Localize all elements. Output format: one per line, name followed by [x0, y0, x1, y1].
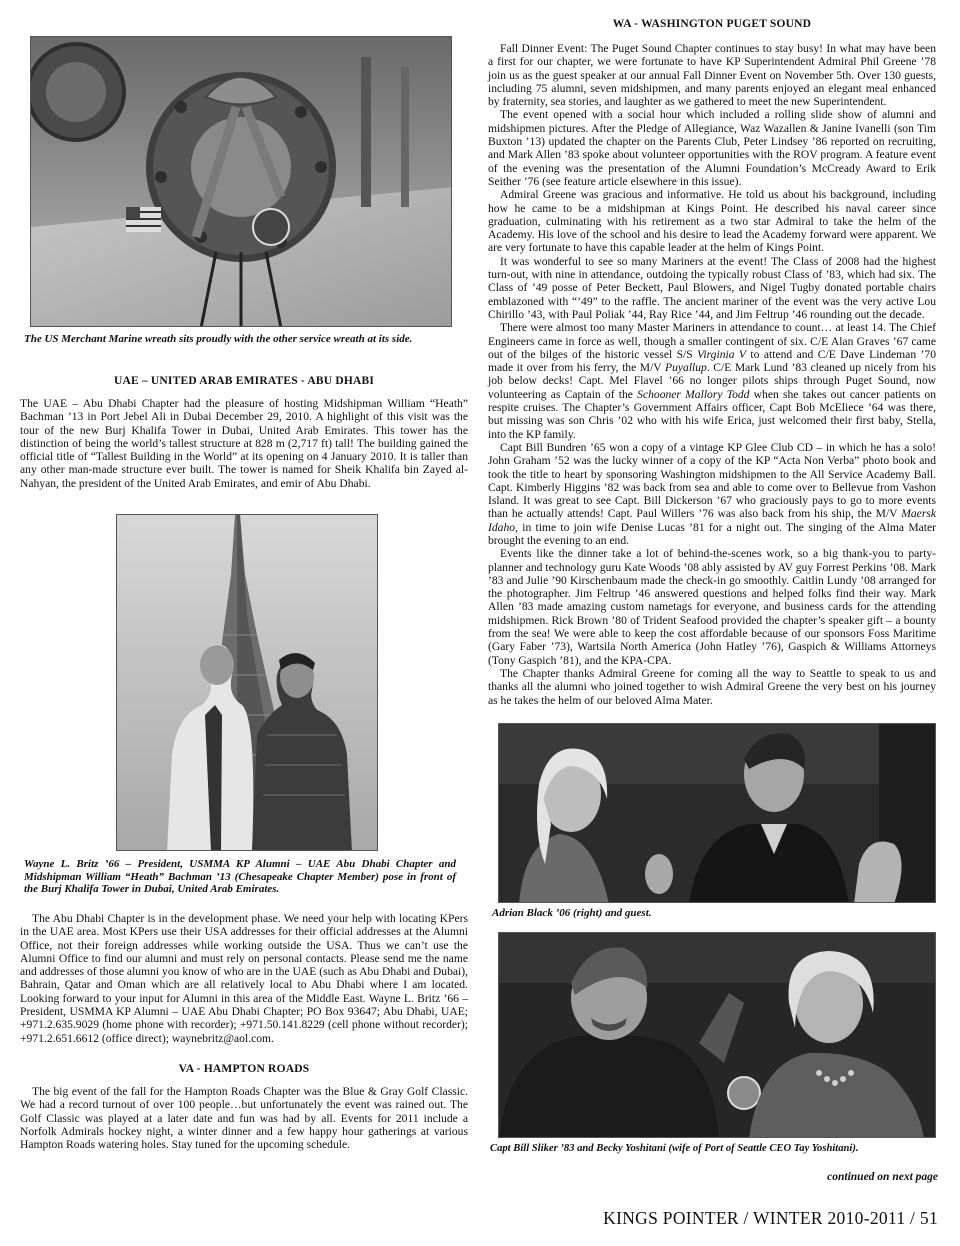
wa-article-body — [488, 42, 936, 707]
ship-name-mallory-todd: Schooner Mallory Todd — [637, 387, 750, 401]
wa-p5-b: to attend and C/E Dave Lindeman ’70 made it over from his ferry, the M/V — [488, 347, 936, 375]
wa-paragraph-7: Events like the dinner take a lot of behind-the-scenes work, so a big thank-you to party-planner and technology guru Kate Woods ’08 ably assisted by AV guy Forrest Perkins ’08. Mark ’83 and Julie ’90 Kirschenbaum made the check-in go smoothly. Caitlin Lundy ’08 arranged for the photographer. Jim Feltrup ’46 answered questions and helped folks find their way. Mark Allen ’83 made amazing custom nametags for everyone, and business cards for the attending midshipmen. Rick Brown ’80 of Trident Seafood provided the chapter’s speaker gift – a bounty from the sea! We were able to keep the cost affordable because of our sponsors Foss Maritime (Gary Faber ’73), Wartsila North America (John Hatley ’76), Gaspich & Williams Attorneys (Tony Gaspich ’81), and the KPA-CPA. — [488, 547, 936, 667]
burj-khalifa-photo — [116, 514, 378, 851]
burj-khalifa-illustration — [117, 515, 378, 851]
wreath-illustration — [31, 37, 452, 327]
adrian-black-photo — [498, 723, 936, 903]
wa-p6-a: Capt Bill Bundren ’65 won a copy of a vintage KP Glee Club CD – in which he has a solo! John Graham ’52 was the lucky winner of a copy of the KP “Acta Non Verba” photo book and took the title to heart by sponsoring Washington midshipmen to the All Service Academy Ball. Capt. Kimberly Higgins ’82 was back from sea and able to come over to Bellevue from Vashon Island. It was great to see Capt. Bill Dickerson ’67 who graciously pays to go to more events than he actually attends! Capt. Paul Willers ’76 was also back from his ship, the M/V — [488, 440, 936, 521]
wreath-photo-caption: The US Merchant Marine wreath sits proudly with the other service wreath at its side. — [24, 333, 413, 345]
wa-paragraph-4: It was wonderful to see so many Mariners at the event! The Class of 2008 had the highest turn-out, with nine in attendance, outdoing the typically robust Class of ’83, which had six. The Class of ’49 posse of Peter Beckett, Paul Blowers, and Nigel Tugby donated portable chairs emblazoned with “’49” to the raffle. The ancient mariner of the event was the very active Lou Chirillo ’43, with Paul Poliak ’44, Ray Rice ’44, and Jim Feltrup ’46 rounding out the decade. — [488, 254, 936, 321]
wa-paragraph-8: The Chapter thanks Admiral Greene for coming all the way to Seattle to speak to us and thanks all the alumni who joined together to wish Admiral Greene the very best on his journey as he takes the helm of our beloved Alma Mater. — [488, 666, 936, 707]
wa-p6-b: , in time to join wife Denise Lucas ’81 for a night out. The singing of the Alma Mater brought the evening to an end. — [488, 520, 936, 547]
wa-paragraph-3: Admiral Greene was gracious and informative. He told us about his background, including how he came to be a midshipman at Kings Point. He described his naval career since graduation, culminating with his retirement as a two star Admiral to take the helm of the Academy. His love of the school and his desire to lead the Academy forward were apparent. We are very fortunate to have this capable leader at the helm of Kings Point. — [488, 188, 936, 255]
wa-heading: WA - WASHINGTON PUGET SOUND — [612, 18, 812, 30]
sliker-photo — [498, 932, 936, 1138]
va-paragraph-1: The big event of the fall for the Hampton Roads Chapter was the Blue & Gray Golf Classic. We had a record turnout of over 100 people…but unfortunately the event was rained out. The Golf Classic was played at a later date and fun was had by all. Events for 2011 include a Norfolk Admirals hockey night, a winter dinner and a few happy hour gatherings at various Hampton Roads watering holes. Stay tuned for the upcoming schedule. — [20, 1085, 468, 1152]
burj-photo-caption: Wayne L. Britz ’66 – President, USMMA KP Alumni – UAE Abu Dhabi Chapter and Midshipman William “Heath” Bachman ’13 (Chesapeake Chapter Member) pose in front of the Burj Khalifa Tower in Dubai, United Arab Emirates. — [24, 858, 456, 895]
adrian-photo-caption: Adrian Black ’06 (right) and guest. — [492, 907, 652, 919]
wa-p5-d: when she takes out cancer patients on respite cruises. The Chapter’s Government Affairs officer, Capt Bob McEliece ’64 was there, but missing was son Chris ’02 who with his wife Erica, just welcomed their first baby, Stella, into the KP family. — [488, 387, 936, 441]
uae-paragraph-1: The UAE – Abu Dhabi Chapter had the pleasure of hosting Midshipman William “Heath” Bachman ’13 in Port Jebel Ali in Dubai December 29, 2010. A highlight of this visit was the tour of the new Burj Khalifa Tower in Dubai, United Arab Emirates. This tower has the distinction of being the world’s tallest structure at 828 m (2,717 ft) tall! The building gained the official title of “Tallest Building in the World” at its opening on 4 January 2010. It is taller than any other man-made structure ever built. The tower is named for Sheik Khalifa bin Zayed al-Nahyan, the president of the United Arab Emirates, and emir of Abu Dhabi. — [20, 397, 468, 490]
sliker-photo-caption: Capt Bill Sliker ’83 and Becky Yoshitani (wife of Port of Seattle CEO Tay Yoshitani). — [490, 1143, 859, 1154]
ship-name-virginia: Virginia V — [697, 347, 747, 361]
wa-paragraph-1: Fall Dinner Event: The Puget Sound Chapter continues to stay busy! In what may have been a first for our chapter, we were fortunate to have KP Superintendent Admiral Phil Greene ’78 join us as the guest speaker at our annual Fall Dinner Event on November 5th. Over 130 guests, including 75 alumni, seven midshipmen, and many parents enjoyed an elegant meal enhanced by fraternity, sea stories, and laughter as we gathered to meet the new Superintendent. — [488, 42, 936, 109]
wa-p5-a: There were almost too many Master Mariners in attendance to count… at least 14. The Chief Engineers came in force as well, though a smaller contingent of six. C/E Alan Graves ’67 came out of the bilges of the historic vessel S/S — [488, 321, 936, 361]
uae-heading: UAE – UNITED ARAB EMIRATES - ABU DHABI — [113, 375, 375, 387]
adrian-black-illustration — [499, 724, 936, 903]
va-heading: VA - HAMPTON ROADS — [178, 1063, 310, 1075]
uae-paragraph-2: The Abu Dhabi Chapter is in the development phase. We need your help with locating KPers in the UAE area. Most KPers use their USA addresses for their official addresses at the Alumni Office, not their foreign addresses while working outside the USA. Thus we can’t use the Alumni Office to find our alumni and must rely on personal contacts. Please send me the name and addresses of those alumni you know of who are in the UAE (such as Abu Dhabi and Dubai), Bahrain, Qatar and Oman which are all relatively local to Abu Dhabi where I am located. Looking forward to your input for Alumni in this area of the Middle East. Wayne L. Britz ’66 – President, USMMA KP Alumni – UAE Abu Dhabi Chapter; PO Box 93647; Abu Dhabi, UAE; +971.2.635.9029 (home phone with recorder); +971.50.141.8229 (cell phone without recorder); +971.2.651.6612 (office direct); waynebritz@aol.com. — [20, 912, 468, 1045]
wreath-photo — [30, 36, 452, 327]
wa-paragraph-5 — [488, 321, 936, 441]
wa-paragraph-6 — [488, 441, 936, 547]
ship-name-puyallup: Puyallup — [665, 361, 707, 375]
wa-paragraph-2: The event opened with a social hour which included a rolling slide show of alumni and midshipmen pictures. After the Pledge of Allegiance, Waz Wazallen & Janine Ivanelli (son Tim Buxton ’13) updated the chapter on the Parents Club, Peter Lindsey ’86 reported on recruiting, and Mark Allen ’83 spoke about volunteer opportunities with the ROV program. A feature event of the evening was the presentation of the Alumni Foundation’s McCready Award to Erik Seither ’76 (see feature article elsewhere in this issue). — [488, 108, 936, 188]
wa-p5-c: . C/E Mark Lund ’83 cleaned up nicely from his job below decks! Capt. Mel Flavel ’66 no longer pilots ships through Puget Sound, now volunteering as Captain of the — [488, 361, 936, 401]
continued-note: continued on next page — [827, 1171, 938, 1183]
sliker-illustration — [499, 933, 936, 1138]
ship-name-maersk-idaho: Maersk Idaho — [488, 507, 936, 534]
page-footer-title: KINGS POINTER / WINTER 2010-2011 / 51 — [603, 1208, 938, 1228]
